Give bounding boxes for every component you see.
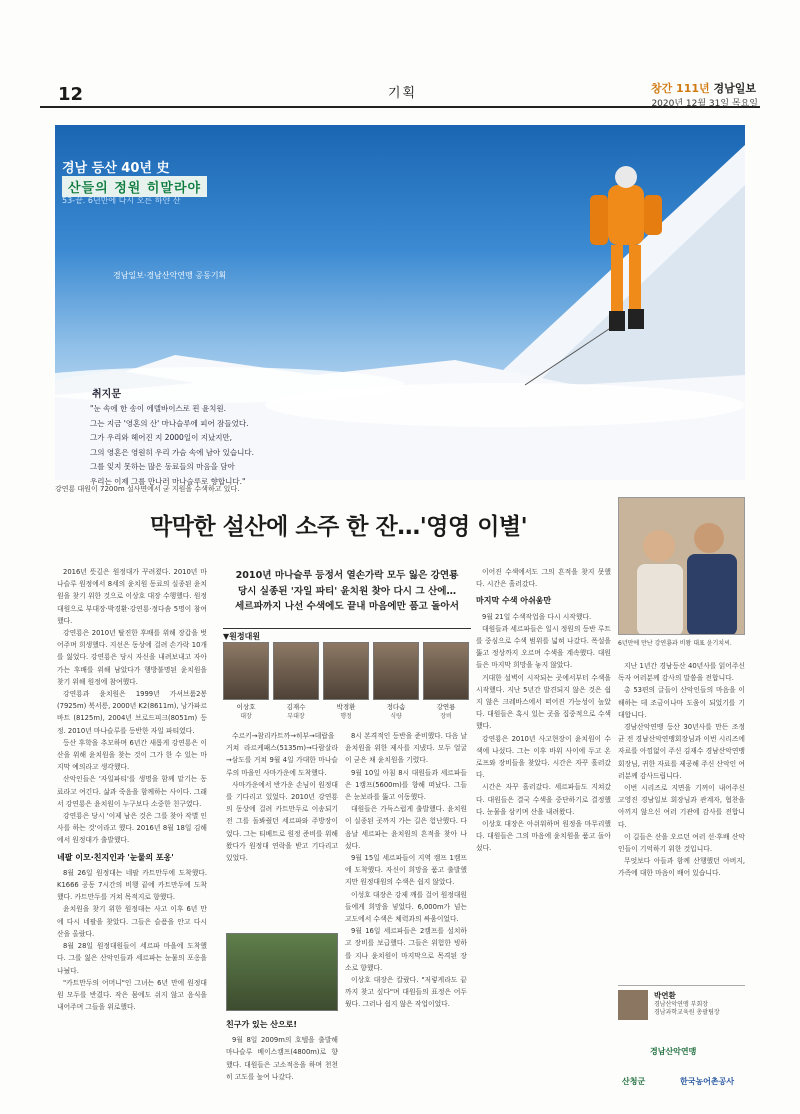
subhead-line: 2010년 마나슬루 등정서 열손가락 모두 잃은 강연룡 — [235, 570, 459, 581]
expedition-label: ▼원정대원 — [223, 628, 471, 642]
member-name: 박경환 — [336, 703, 356, 711]
poem-line: "눈 속에 한 송이 에델바이스로 핀 윤치원. — [90, 404, 227, 413]
paragraph: 윤치원을 찾기 위한 원정대는 사고 이후 6년 만에 다시 네팔을 찾았다. 그들은 슬픔을 안고 다시 산을 올랐다. — [57, 905, 207, 938]
paragraph: 대원들은 가득스럽게 출발했다. 윤치원이 실종된 곳까지 가는 길은 험난했다. 다음날 세르파는 윤치원의 흔적을 찾아 나섰다. — [345, 805, 467, 850]
article-column-2b — [345, 730, 467, 1090]
sponsor-federation: 경남산악연맹 — [650, 1047, 697, 1056]
section-heading: 네팔 이모·친지인과 '눈물의 포옹' — [57, 852, 174, 862]
paragraph: 지난 1년간 경남등산 40년사를 읽어주신 독자 여러분께 감사의 말씀을 전합니다. — [618, 662, 745, 683]
paragraph: 강연룡은 2010년 탈진한 후배를 위해 장갑을 벗어주며 희생했다. 지선은 동상에 걸려 손가락 10개를 잃었다. 강연룡은 당시 자신을 내려보내고 자아가는 후배를 위해 남았다가 행방불명된 윤치원을 찾기 위해 원정에 참여했다. — [57, 629, 207, 686]
anniversary-label: 창간 111년 — [650, 82, 710, 95]
newspaper-masthead — [651, 80, 756, 96]
member-role: 식량 — [390, 713, 402, 720]
paragraph: 이어진 수색에서도 그의 흔적을 찾지 못했다. 시간은 흘러갔다. — [476, 568, 611, 589]
paragraph: 9월 16일 세르파들은 2캠프를 설치하고 장비를 보급했다. 그들은 위험한 빙하를 지나 윤치원이 마지막으로 목격된 장소로 향했다. — [345, 927, 467, 972]
section-heading: 친구가 있는 산으로! — [226, 1020, 298, 1029]
paragraph: 강연룡과 윤치원은 1999년 가셔브룸2봉(7925m) 북서릉, 2000년 K2(8611m), 낭가파르바트 (8125m), 2004년 브로드피크(8051m) 등정. 2010년 마나슬루를 등반한 자일 파티였다. — [57, 690, 207, 735]
paragraph: 등산 후학을 추모하며 6년간 새롭게 강연룡은 이 산을 위해 윤치원을 찾는 것이 그가 한 수 있는 마지막 예의라고 생각했다. — [57, 738, 207, 772]
paragraph: 이번 시리즈로 지면을 기꺼이 내어주신 고영진 경남일보 회장님과 관계자, 협찬을 아끼지 않으신 여러 기관에 감사를 전합니다. — [618, 784, 745, 829]
member-role: 장비 — [440, 713, 452, 720]
paragraph: 이성호 대장은 강제 깨를 걸어 원정대원들에게 희망을 넣었다. 6,000m가 넘는 고도에서 수색은 체력과의 싸움이었다. — [345, 890, 467, 924]
article-headline: 막막한 설산에 소주 한 잔…'영영 이별' — [150, 514, 528, 540]
author-role-line: 경남과학교육원 총괄팀장 — [654, 1009, 720, 1016]
article-subhead — [223, 568, 471, 615]
issue-date: 2020년 12월 31일 목요일 — [651, 99, 758, 109]
poem-text — [90, 402, 330, 489]
afterword-column — [618, 660, 745, 980]
paragraph: 대원들과 세르파들은 일시 정원의 등반 루트를 중심으로 수색 범위를 넓혀 나갔다. 폭설을 뚫고 정상까지 오르며 수색을 계속했다. 대원들은 마지막 희망을 놓지 않았다. — [476, 624, 611, 670]
sponsor-logos — [620, 1040, 747, 1100]
paragraph: 9월 8일 2009m의 호텔을 출발해 마나슬루 베이스캠프(4800m)로 향했다. 대원들은 고소적응을 하며 천천히 고도를 높여 나갔다. — [226, 1036, 338, 1081]
hero-photo-caption: 강연룡 대원이 7200m 설사면에서 굳 지원을 수색하고 있다. — [55, 485, 240, 493]
paragraph: 이상호 대장은 칼랐다. "저렇게라도 끝까지 찾고 싶다"며 대원들의 표정은 어두웠다. 그러나 쉽지 않은 작업이었다. — [345, 976, 467, 1009]
paragraph: 이 길들은 산을 오르던 여러 선·후배 산악인들이 기억하기 위한 것입니다. — [618, 832, 745, 854]
paragraph: 강연룡은 당시 '이제 남은 것은 그를 찾아 작별 인사를 하는 것'이라고 했다. 2016년 8월 18일 김해에서 원정대가 출발했다. — [57, 812, 207, 845]
campsite-photo — [226, 933, 338, 1011]
paragraph: 산악인들은 '자일파티'를 생명을 함께 맡기는 동료라고 여긴다. 삶과 죽음을 함께하는 사이다. 그래서 강연룡은 윤치원이 누구보다 소중한 친구였다. — [57, 775, 207, 808]
member-photo — [273, 642, 319, 700]
member-card — [423, 642, 469, 720]
paragraph: 총 53편의 글들이 산악인들의 마음을 이해하는 데 조금이나마 도움이 되었기를 기대합니다. — [618, 686, 745, 719]
poem-line: 그는 지금 '영혼의 산' 마나슬루에 피어 잠들었다. — [90, 418, 249, 428]
paragraph: 경남산악연맹 등산 30년사를 만든 조정균 전 경남산악연맹회장님과 이번 시리즈에 자료를 아낌없이 주신 김재수 경남산악연맹회장님, 귀한 자료를 제공해 주신 산악인 여러분께 감사드립니다. — [618, 723, 745, 780]
member-card — [323, 642, 369, 720]
sponsor-krc: 한국농어촌공사 — [680, 1077, 735, 1086]
author-photo — [618, 990, 648, 1020]
poem-line: 그를 잊지 못하는 많은 동료들의 마음을 담아 — [90, 462, 235, 471]
series-title: 경남 등산 40년 史 — [62, 161, 170, 176]
section-label: 기획 — [388, 86, 418, 101]
member-name: 이상호 — [236, 703, 256, 711]
article-column-2a — [226, 730, 338, 930]
subhead-line: 당시 실종된 '자일 파티' 윤치원 찾아 다시 그 산에… — [237, 585, 457, 597]
paragraph: 2016년 뜻깊은 원정대가 꾸려졌다. 2010년 마나슬루 원정에서 8세의 윤치원 동료의 실종된 윤치원을 찾기 위한 것으로 이상호 대장 수행했다. 원정대원으로 부대장·박경환·강연룡·정다솜 5명이 참여했다. — [57, 568, 207, 625]
member-photo — [223, 642, 269, 700]
paragraph: 무엇보다 아들과 함께 산행했던 아버지, 가족에 대한 마음이 배어 있습니다. — [618, 857, 745, 878]
series-banner: 산들의 정원 히말라야 — [62, 176, 207, 197]
section-heading: 마지막 수색 아쉬움만 — [476, 596, 552, 606]
member-name: 정다솜 — [386, 703, 406, 711]
reunion-illustration — [619, 498, 745, 635]
paragraph: 8월 26일 원정대는 네팔 카트만두에 도착했다. K1666 공동 7시간의 비행 끝에 카트만두에 도착했다. 카트만두를 거쳐 목적지로 향했다. — [57, 868, 207, 902]
author-role-line: 경남산악연맹 부회장 — [654, 1001, 709, 1008]
member-photo — [423, 642, 469, 700]
poem-line: 그가 우리와 헤어진 지 2000일이 지났지만, — [90, 433, 233, 442]
article-column-1 — [57, 566, 207, 1086]
member-role: 부대장 — [287, 713, 305, 720]
series-episode: 53-끝. 6년만에 다시 오른 하얀 산 — [62, 196, 181, 205]
subhead-line: 세르파까지 나선 수색에도 끝내 마음에만 품고 돌아서 — [235, 601, 459, 612]
paragraph: 9월 15일 세르파들이 지역 캠프 1캠프에 도착했다. 자신이 희망을 품고 출발했지만 원정대원의 수색은 쉽지 않았다. — [345, 854, 467, 887]
sponsor-county: 산청군 — [622, 1077, 646, 1086]
poem-line: 그의 영혼은 영원히 우리 가슴 속에 남아 있습니다. — [90, 447, 254, 457]
author-box — [618, 985, 745, 1023]
poem-heading: 취지문 — [92, 389, 121, 400]
paragraph: 거대한 설벽이 시작되는 곳에서부터 수색을 시작했다. 지난 5년간 발견되지 않은 것은 쉽지 않은 크레바스에서 떠어진 가능성이 높았다. 대원들은 혹시 있는 곳을 집중적으로 수색했다. — [476, 673, 611, 731]
paragraph: 강연룡은 2010년 사고현장이 윤치원이 수색에 나섰다. 그는 이후 바위 사이에 두고 온 로프와 장비들을 찾았다. 시간은 자꾸 흘러갔다. — [476, 734, 611, 780]
series-badge: 경남일보·경남산악연맹 공동기획 — [113, 271, 227, 280]
paragraph: 8시 본격적인 등반을 준비했다. 다음 날 윤치원을 위한 제사를 지냈다. 모두 얼굴이 굳은 채 윤치원을 기렸다. — [345, 732, 467, 765]
paragraph: 시간은 자꾸 흘러갔다. 세르파들도 지쳐갔다. 대원들은 결국 수색을 중단하기로 결정했다. 눈물을 삼키며 산을 내려왔다. — [476, 783, 611, 816]
paragraph: 9월 21일 수색작업을 다시 시작했다. — [482, 612, 592, 621]
author-role — [654, 1001, 720, 1017]
member-name: 김재수 — [286, 703, 306, 711]
paragraph: 9월 10일 아침 8시 대원들과 세르파들은 1캠프(5600m)를 향해 떠났다. 그들은 눈보라를 뚫고 이동했다. — [345, 768, 467, 802]
reunion-photo-caption: 6년만에 만난 강연룡과 비왕 대표 윤기치씨. — [618, 640, 732, 647]
member-card — [273, 642, 319, 720]
article-column-3 — [476, 566, 611, 1086]
paragraph: 수르키→참리카트까→히부→데랍을 거쳐 라르케패스(5135m)→다람살라→삼도를 거쳐 9월 4일 가대한 마나슬루의 마을인 사마가운에 도착했다. — [226, 732, 338, 777]
reunion-photo — [618, 497, 745, 635]
member-card — [223, 642, 269, 720]
paragraph: "카트만두의 어머니"인 그녀는 6년 만에 원정대원 모두를 반겼다. 작은 몸에도 쉬지 않고 음식을 내어주며 그들을 위로했다. — [57, 978, 207, 1012]
newspaper-name: 경남일보 — [713, 82, 756, 95]
author-name: 박연환 — [654, 991, 676, 1000]
poem-line: 우리는 이제 그를 만나러 마나슬루로 향합니다." — [90, 476, 246, 486]
member-name: 강연룡 — [436, 703, 456, 711]
member-photo — [323, 642, 369, 700]
article-column-2c — [226, 1014, 338, 1094]
member-photo — [373, 642, 419, 700]
expedition-members-box — [223, 628, 471, 728]
paragraph: 8월 28일 원정대원들이 세르파 마을에 도착했다. 그를 잃은 산악인들과 세르파는 눈물의 포옹을 나눴다. — [57, 942, 207, 975]
member-role: 행정 — [340, 713, 352, 720]
page-number: 12 — [58, 84, 84, 105]
member-card — [373, 642, 419, 720]
member-role: 대장 — [240, 713, 252, 720]
paragraph: 사마가운에서 반가운 손님이 원정대를 기다리고 있었다. 2010년 강연룡의 동상에 걸려 카트만두로 이송되기 전 그를 돌봐줬던 세르파와 주방장이었다. 그는 티베트로 원정 준비를 위해 왔다가 원정대 연락을 받고 기다리고 있었다. — [226, 780, 338, 863]
paragraph: 이상호 대장은 아쉬워하며 원정을 마무리했다. 대원들은 그의 마음에 윤치원을 품고 돌아섰다. — [476, 820, 611, 853]
